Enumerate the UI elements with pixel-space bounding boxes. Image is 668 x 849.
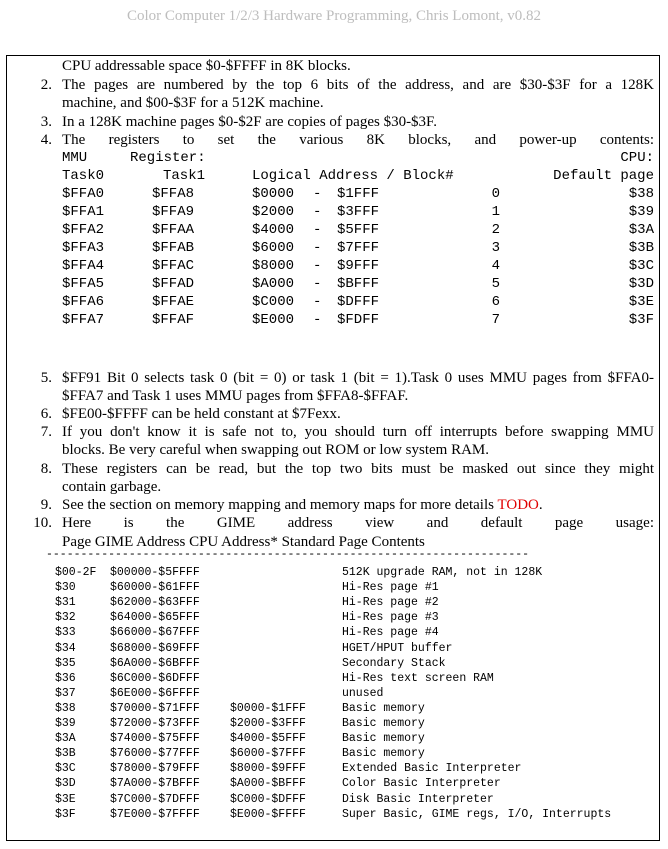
page-gime-address: $60000-$61FFF xyxy=(110,581,200,595)
page-cpu-address: $4000-$5FFF xyxy=(230,732,306,746)
page-contents: Hi-Res text screen RAM xyxy=(342,671,494,685)
page-number: $3A xyxy=(55,732,76,746)
mmu-default-page: $3D xyxy=(628,276,654,292)
page-contents: Disk Basic Interpreter xyxy=(342,792,494,806)
page-gime-address: $76000-$77FFF xyxy=(110,747,200,761)
mmu-range-dash: - xyxy=(313,312,322,328)
page-number: $31 xyxy=(55,596,76,610)
item-number: 7. xyxy=(40,424,52,440)
page-table-header: Page GIME Address CPU Address* Standard Page Contents xyxy=(62,534,425,550)
mmu-header-default: Default page xyxy=(553,168,654,184)
item-text: $FF91 Bit 0 selects task 0 (bit = 0) or task 1 (bit = 1).Task 0 uses MMU pages from $FFA0- xyxy=(62,370,654,386)
mmu-logical-start: $E000 xyxy=(252,312,295,328)
item-text: $FE00-$FFFF can be held constant at $7Fexx. xyxy=(62,406,341,422)
item-number: 4. xyxy=(40,132,52,148)
page-contents: Basic memory xyxy=(342,747,425,761)
todo-link[interactable]: TODO xyxy=(497,497,539,513)
mmu-block-number: 4 xyxy=(491,258,500,274)
page-contents: Hi-Res page #2 xyxy=(342,596,439,610)
mmu-block-number: 7 xyxy=(491,312,500,328)
mmu-default-page: $3A xyxy=(628,222,654,238)
mmu-task1-reg: $FFAE xyxy=(152,294,195,310)
page-number: $3E xyxy=(55,792,76,806)
page-cpu-address: $2000-$3FFF xyxy=(230,717,306,730)
page-number: $32 xyxy=(55,611,76,625)
item-number: 3. xyxy=(40,114,52,130)
page-number: $36 xyxy=(55,671,76,685)
mmu-block-number: 2 xyxy=(491,222,500,238)
item-text: Here is the GIME address view and default page usage: xyxy=(62,515,654,531)
mmu-default-page: $38 xyxy=(628,186,654,202)
page-gime-address: $66000-$67FFF xyxy=(110,626,200,640)
page-contents: unused xyxy=(342,686,384,700)
item-text: machine, and $00-$3F for a 512K machine. xyxy=(62,95,324,111)
page-number: $3C xyxy=(55,762,76,776)
mmu-task1-reg: $FFA9 xyxy=(152,204,195,220)
item-number: 5. xyxy=(40,370,52,386)
mmu-logical-start: $0000 xyxy=(252,186,295,202)
mmu-header-task1: Task1 xyxy=(163,168,206,184)
mmu-logical-end: $5FFF xyxy=(337,222,380,238)
mmu-task0-reg: $FFA0 xyxy=(62,186,105,202)
item-text-period: . xyxy=(538,497,543,513)
page-number: $35 xyxy=(55,656,76,670)
page-number: $34 xyxy=(55,641,76,655)
mmu-block-number: 3 xyxy=(491,240,500,256)
mmu-default-page: $3E xyxy=(628,294,654,310)
item-text xyxy=(62,496,543,514)
mmu-default-page: $3B xyxy=(628,240,654,256)
page-table-divider: ---------------------------------------------------------------------- xyxy=(46,548,530,561)
page-number: $39 xyxy=(55,717,76,730)
mmu-logical-end: $DFFF xyxy=(337,294,380,310)
page-gime-address: $7C000-$7DFFF xyxy=(110,792,200,806)
mmu-header-logical: Logical Address / Block# xyxy=(252,168,454,184)
mmu-logical-end: $BFFF xyxy=(337,276,380,292)
page-gime-address: $62000-$63FFF xyxy=(110,596,200,610)
item-number: 9. xyxy=(40,497,52,513)
page-header: Color Computer 1/2/3 Hardware Programming, Chris Lomont, v0.82 xyxy=(126,8,542,24)
mmu-default-page: $3F xyxy=(628,312,654,328)
mmu-default-page: $39 xyxy=(628,204,654,220)
mmu-logical-end: $1FFF xyxy=(337,186,380,202)
mmu-logical-start: $2000 xyxy=(252,204,295,220)
page-number: $3B xyxy=(55,747,76,761)
mmu-task1-reg: $FFAC xyxy=(152,258,195,274)
mmu-block-number: 5 xyxy=(491,276,500,292)
page-contents: HGET/HPUT buffer xyxy=(342,641,453,655)
mmu-task1-reg: $FFAD xyxy=(152,276,195,292)
page-number: $3D xyxy=(55,777,76,791)
mmu-task0-reg: $FFA4 xyxy=(62,258,105,274)
page-gime-address: $64000-$65FFF xyxy=(110,611,200,625)
page-number: $37 xyxy=(55,686,76,700)
item-text: The pages are numbered by the top 6 bits of the address, and are $30-$3F for a 128K xyxy=(62,77,654,93)
page-cpu-address: $E000-$FFFF xyxy=(230,807,306,821)
mmu-task0-reg: $FFA7 xyxy=(62,312,105,328)
page-cpu-address: $6000-$7FFF xyxy=(230,747,306,761)
item-text: If you don't know it is safe not to, you should turn off interrupts before swapping MMU xyxy=(62,424,654,440)
mmu-logical-start: $A000 xyxy=(252,276,295,292)
page-number: $33 xyxy=(55,626,76,640)
page-contents: Basic memory xyxy=(342,732,425,746)
item-text: These registers can be read, but the top two bits must be masked out since they might xyxy=(62,461,654,477)
mmu-task0-reg: $FFA5 xyxy=(62,276,105,292)
page-contents: Hi-Res page #4 xyxy=(342,626,439,640)
page-cpu-address: $A000-$BFFF xyxy=(230,777,306,791)
item-text: In a 128K machine pages $0-$2F are copies of pages $30-$3F. xyxy=(62,114,437,130)
page-contents: Secondary Stack xyxy=(342,656,446,670)
mmu-task0-reg: $FFA3 xyxy=(62,240,105,256)
item-number: 10. xyxy=(33,515,52,531)
mmu-range-dash: - xyxy=(313,186,322,202)
mmu-range-dash: - xyxy=(313,222,322,238)
page-gime-address: $70000-$71FFF xyxy=(110,701,200,715)
page-contents: Hi-Res page #1 xyxy=(342,581,439,595)
mmu-logical-start: $8000 xyxy=(252,258,295,274)
page-gime-address: $74000-$75FFF xyxy=(110,732,200,746)
mmu-logical-end: $FDFF xyxy=(337,312,380,328)
page-gime-address: $78000-$79FFF xyxy=(110,762,200,776)
page-cpu-address: $C000-$DFFF xyxy=(230,792,306,806)
item-number: 2. xyxy=(40,77,52,93)
page-gime-address: $6C000-$6DFFF xyxy=(110,671,200,685)
page-number: $00-2F xyxy=(55,566,97,579)
page-number: $38 xyxy=(55,701,76,715)
page-gime-address: $7E000-$7FFFF xyxy=(110,807,200,821)
mmu-task1-reg: $FFAF xyxy=(152,312,195,328)
page-contents: Basic memory xyxy=(342,701,425,715)
mmu-task1-reg: $FFAB xyxy=(152,240,195,256)
mmu-range-dash: - xyxy=(313,294,322,310)
page-number: $30 xyxy=(55,581,76,595)
mmu-task1-reg: $FFAA xyxy=(152,222,195,238)
mmu-range-dash: - xyxy=(313,240,322,256)
mmu-range-dash: - xyxy=(313,204,322,220)
mmu-logical-end: $3FFF xyxy=(337,204,380,220)
mmu-block-number: 1 xyxy=(491,204,500,220)
mmu-range-dash: - xyxy=(313,258,322,274)
mmu-logical-start: $6000 xyxy=(252,240,295,256)
mmu-logical-end: $9FFF xyxy=(337,258,380,274)
item-text-main: See the section on memory mapping and memory maps for more details xyxy=(62,497,494,513)
mmu-header-mmu: MMU xyxy=(62,150,88,166)
mmu-logical-end: $7FFF xyxy=(337,240,380,256)
mmu-logical-start: $4000 xyxy=(252,222,295,238)
item-text: contain garbage. xyxy=(62,479,162,495)
mmu-range-dash: - xyxy=(313,276,322,292)
page-gime-address: $00000-$5FFFF xyxy=(110,566,200,579)
page-gime-address: $68000-$69FFF xyxy=(110,641,200,655)
mmu-task0-reg: $FFA2 xyxy=(62,222,105,238)
mmu-task0-reg: $FFA1 xyxy=(62,204,105,220)
page-cpu-address: $8000-$9FFF xyxy=(230,762,306,776)
page-number: $3F xyxy=(55,807,76,821)
page-cpu-address: $0000-$1FFF xyxy=(230,701,306,715)
page-gime-address: $6E000-$6FFFF xyxy=(110,686,200,700)
mmu-task0-reg: $FFA6 xyxy=(62,294,105,310)
page-contents: 512K upgrade RAM, not in 128K xyxy=(342,566,543,579)
intro-line: CPU addressable space $0-$FFFF in 8K blocks. xyxy=(62,58,351,74)
mmu-default-page: $3C xyxy=(628,258,654,274)
page-gime-address: $72000-$73FFF xyxy=(110,717,200,730)
mmu-header-register: Register: xyxy=(130,150,206,166)
mmu-task1-reg: $FFA8 xyxy=(152,186,195,202)
item-number: 8. xyxy=(40,461,52,477)
mmu-header-cpu: CPU: xyxy=(620,150,654,166)
page-gime-address: $7A000-$7BFFF xyxy=(110,777,200,791)
page-gime-address: $6A000-$6BFFF xyxy=(110,656,200,670)
page-contents: Super Basic, GIME regs, I/O, Interrupts xyxy=(342,807,612,821)
page-contents: Hi-Res page #3 xyxy=(342,611,439,625)
page-contents: Extended Basic Interpreter xyxy=(342,762,522,776)
item-number: 6. xyxy=(40,406,52,422)
item-text: blocks. Be very careful when swapping out ROM or low system RAM. xyxy=(62,442,490,458)
item-text: $FFA7 and Task 1 uses MMU pages from $FFA8-$FFAF. xyxy=(62,388,409,404)
mmu-block-number: 0 xyxy=(491,186,500,202)
mmu-header-task0: Task0 xyxy=(62,168,105,184)
mmu-logical-start: $C000 xyxy=(252,294,295,310)
page-contents: Color Basic Interpreter xyxy=(342,777,501,791)
page-contents: Basic memory xyxy=(342,717,425,730)
item-text: The registers to set the various 8K blocks, and power-up contents: xyxy=(62,132,654,148)
mmu-block-number: 6 xyxy=(491,294,500,310)
